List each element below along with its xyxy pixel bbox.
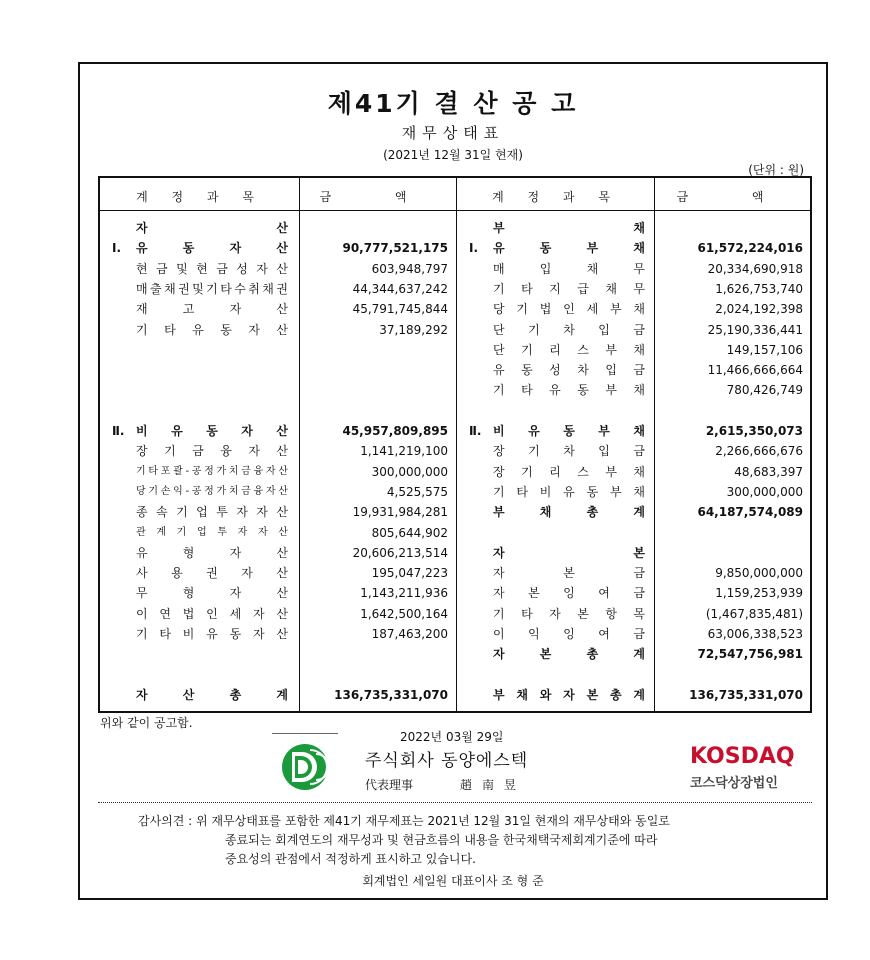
amount-value: 2,266,666,676 [715, 444, 803, 459]
amount-value: 45,791,745,844 [352, 302, 448, 317]
amount-value: (1,467,835,481) [705, 606, 803, 621]
amount-value: 44,344,637,242 [352, 281, 448, 296]
account-label: 단 기 차 입 금 [493, 322, 645, 337]
account-label: 자 본 총 계 [493, 647, 645, 662]
page-title: 제41기 결 산 공 고 [327, 89, 579, 118]
amount-value: 195,047,223 [371, 566, 448, 581]
account-label: 유 동 성 차 입 금 [493, 363, 645, 378]
announcement-frame [78, 62, 828, 900]
amount-value: 9,850,000,000 [715, 566, 803, 581]
account-label: 자 본 [493, 545, 645, 560]
amount-value: 149,157,106 [726, 342, 803, 357]
amount-value: 2,615,350,073 [705, 424, 803, 438]
section-number: Ⅰ. [469, 241, 479, 256]
statement-date: (2021년 12월 31일 현재) [383, 148, 523, 162]
account-label: 부 채 [493, 221, 645, 235]
amount-value: 72,547,756,981 [697, 647, 803, 662]
account-label: 자 산 [136, 221, 288, 235]
account-label: 기 타 지 급 채 무 [493, 281, 645, 296]
amount-value: 61,572,224,016 [697, 241, 803, 256]
account-label: 매 입 채 무 [493, 261, 645, 276]
unit-label: (단위 : 원) [748, 163, 804, 177]
section-number: Ⅱ. [112, 424, 125, 438]
account-label: 자 본 잉 여 금 [493, 586, 645, 601]
audit-line: 종료되는 회계연도의 재무성과 및 현금흐름의 내용을 한국채택국제회계기준에 따라 [225, 833, 658, 847]
audit-opinion [138, 812, 670, 869]
column-divider [456, 178, 457, 711]
amount-value: 136,735,331,070 [689, 687, 803, 702]
account-label: 단 기 리 스 부 채 [493, 342, 645, 357]
account-label: 기 타 자 본 항 목 [493, 606, 645, 621]
header-left-amount: 금 액 [319, 190, 437, 204]
account-label: 사 용 권 자 산 [136, 566, 288, 581]
account-label: 유 동 자 산 [136, 241, 288, 256]
account-label: 부 채 총 계 [493, 505, 645, 520]
amount-value: 20,606,213,514 [352, 545, 448, 560]
ceo-title: 代表理事 [365, 778, 414, 792]
account-label: 당 기 법 인 세 부 채 [493, 302, 645, 317]
divider [272, 733, 338, 734]
account-label: 매 출 채 권 및 기 타 수 취 채 권 [136, 281, 288, 296]
kosdaq-logo: KOSDAQ [690, 744, 795, 769]
amount-value: 300,000,000 [371, 464, 448, 479]
audit-line: 중요성의 관점에서 적정하게 표시하고 있습니다. [225, 852, 476, 866]
amount-value: 187,463,200 [371, 627, 448, 641]
company-name: 주식회사 동양에스텍 [365, 751, 529, 771]
amount-value: 4,525,575 [386, 484, 448, 499]
amount-value: 48,683,397 [734, 464, 803, 479]
section-number: Ⅱ. [469, 424, 482, 438]
amount-value: 2,024,192,398 [715, 302, 803, 317]
amount-value: 90,777,521,175 [342, 241, 448, 256]
header-right-account: 계 정 과 목 [492, 190, 620, 204]
header-left-account: 계 정 과 목 [136, 190, 264, 204]
balance-sheet-table [98, 176, 812, 713]
amount-value: 19,931,984,281 [352, 505, 448, 520]
amount-value: 20,334,690,918 [707, 261, 803, 276]
account-label: 자 산 총 계 [136, 687, 288, 702]
account-label: 무 형 자 산 [136, 586, 288, 601]
notice-text: 위와 같이 공고함. [100, 716, 193, 730]
account-label: 관 계 기 업 투 자 자 산 [136, 526, 288, 538]
account-label: 유 동 부 채 [493, 241, 645, 256]
divider [98, 802, 812, 803]
account-label: 장 기 차 입 금 [493, 444, 645, 459]
account-label: 이 연 법 인 세 자 산 [136, 606, 288, 621]
account-label: 당 기 손 익 - 공 정 가 치 금 융 자 산 [136, 485, 288, 497]
amount-value: 25,190,336,441 [707, 322, 803, 337]
account-label: 기 타 유 동 자 산 [136, 322, 288, 337]
amount-value: 300,000,000 [726, 484, 803, 499]
account-label: 유 형 자 산 [136, 545, 288, 560]
amount-value: 603,948,797 [371, 261, 448, 276]
account-label: 현 금 및 현 금 성 자 산 [136, 261, 288, 276]
account-label: 장 기 금 융 자 산 [136, 444, 288, 459]
header-right-amount: 금 액 [676, 190, 794, 204]
account-label: 기 타 유 동 부 채 [493, 383, 645, 398]
amount-value: 136,735,331,070 [334, 687, 448, 702]
account-label: 종 속 기 업 투 자 자 산 [136, 505, 288, 520]
account-label: 이 익 잉 여 금 [493, 627, 645, 641]
amount-value: 1,626,753,740 [715, 281, 803, 296]
amount-value: 1,141,219,100 [360, 444, 448, 459]
announcement-date: 2022년 03월 29일 [400, 730, 504, 744]
account-label: 기 타 포 괄 - 공 정 가 치 금 융 자 산 [136, 465, 288, 477]
company-logo-icon [280, 742, 330, 792]
amount-value: 45,957,809,895 [342, 424, 448, 438]
kosdaq-listed-label: 코스닥상장법인 [690, 776, 778, 791]
account-label: 비 유 동 자 산 [136, 424, 288, 438]
statement-subtitle: 재무상태표 [401, 124, 505, 142]
account-label: 기 타 비 유 동 자 산 [136, 627, 288, 641]
section-number: Ⅰ. [112, 241, 122, 256]
account-label: 부 채 와 자 본 총 계 [493, 687, 645, 702]
account-label: 자 본 금 [493, 566, 645, 581]
amount-value: 1,159,253,939 [715, 586, 803, 601]
amount-value: 1,642,500,164 [360, 606, 448, 621]
amount-value: 37,189,292 [379, 322, 448, 337]
audit-line: 감사의견 : 위 재무상태표를 포함한 제41기 재무제표는 2021년 12월 31일 현재의 재무상태와 동일로 [138, 814, 670, 828]
amount-value: 63,006,338,523 [707, 627, 803, 641]
account-label: 재 고 자 산 [136, 302, 288, 317]
account-label: 장 기 리 스 부 채 [493, 464, 645, 479]
amount-value: 1,143,211,936 [360, 586, 448, 601]
amount-value: 805,644,902 [371, 525, 448, 540]
auditor-signature: 회계법인 세일원 대표이사 조 형 준 [362, 874, 544, 888]
ceo-name: 趙南昱 [460, 778, 527, 792]
amount-value: 11,466,666,664 [707, 363, 803, 378]
header-divider [100, 210, 810, 211]
amount-value: 64,187,574,089 [697, 505, 803, 520]
account-label: 비 유 동 부 채 [493, 424, 645, 438]
account-label: 기 타 비 유 동 부 채 [493, 484, 645, 499]
amount-value: 780,426,749 [726, 383, 803, 398]
